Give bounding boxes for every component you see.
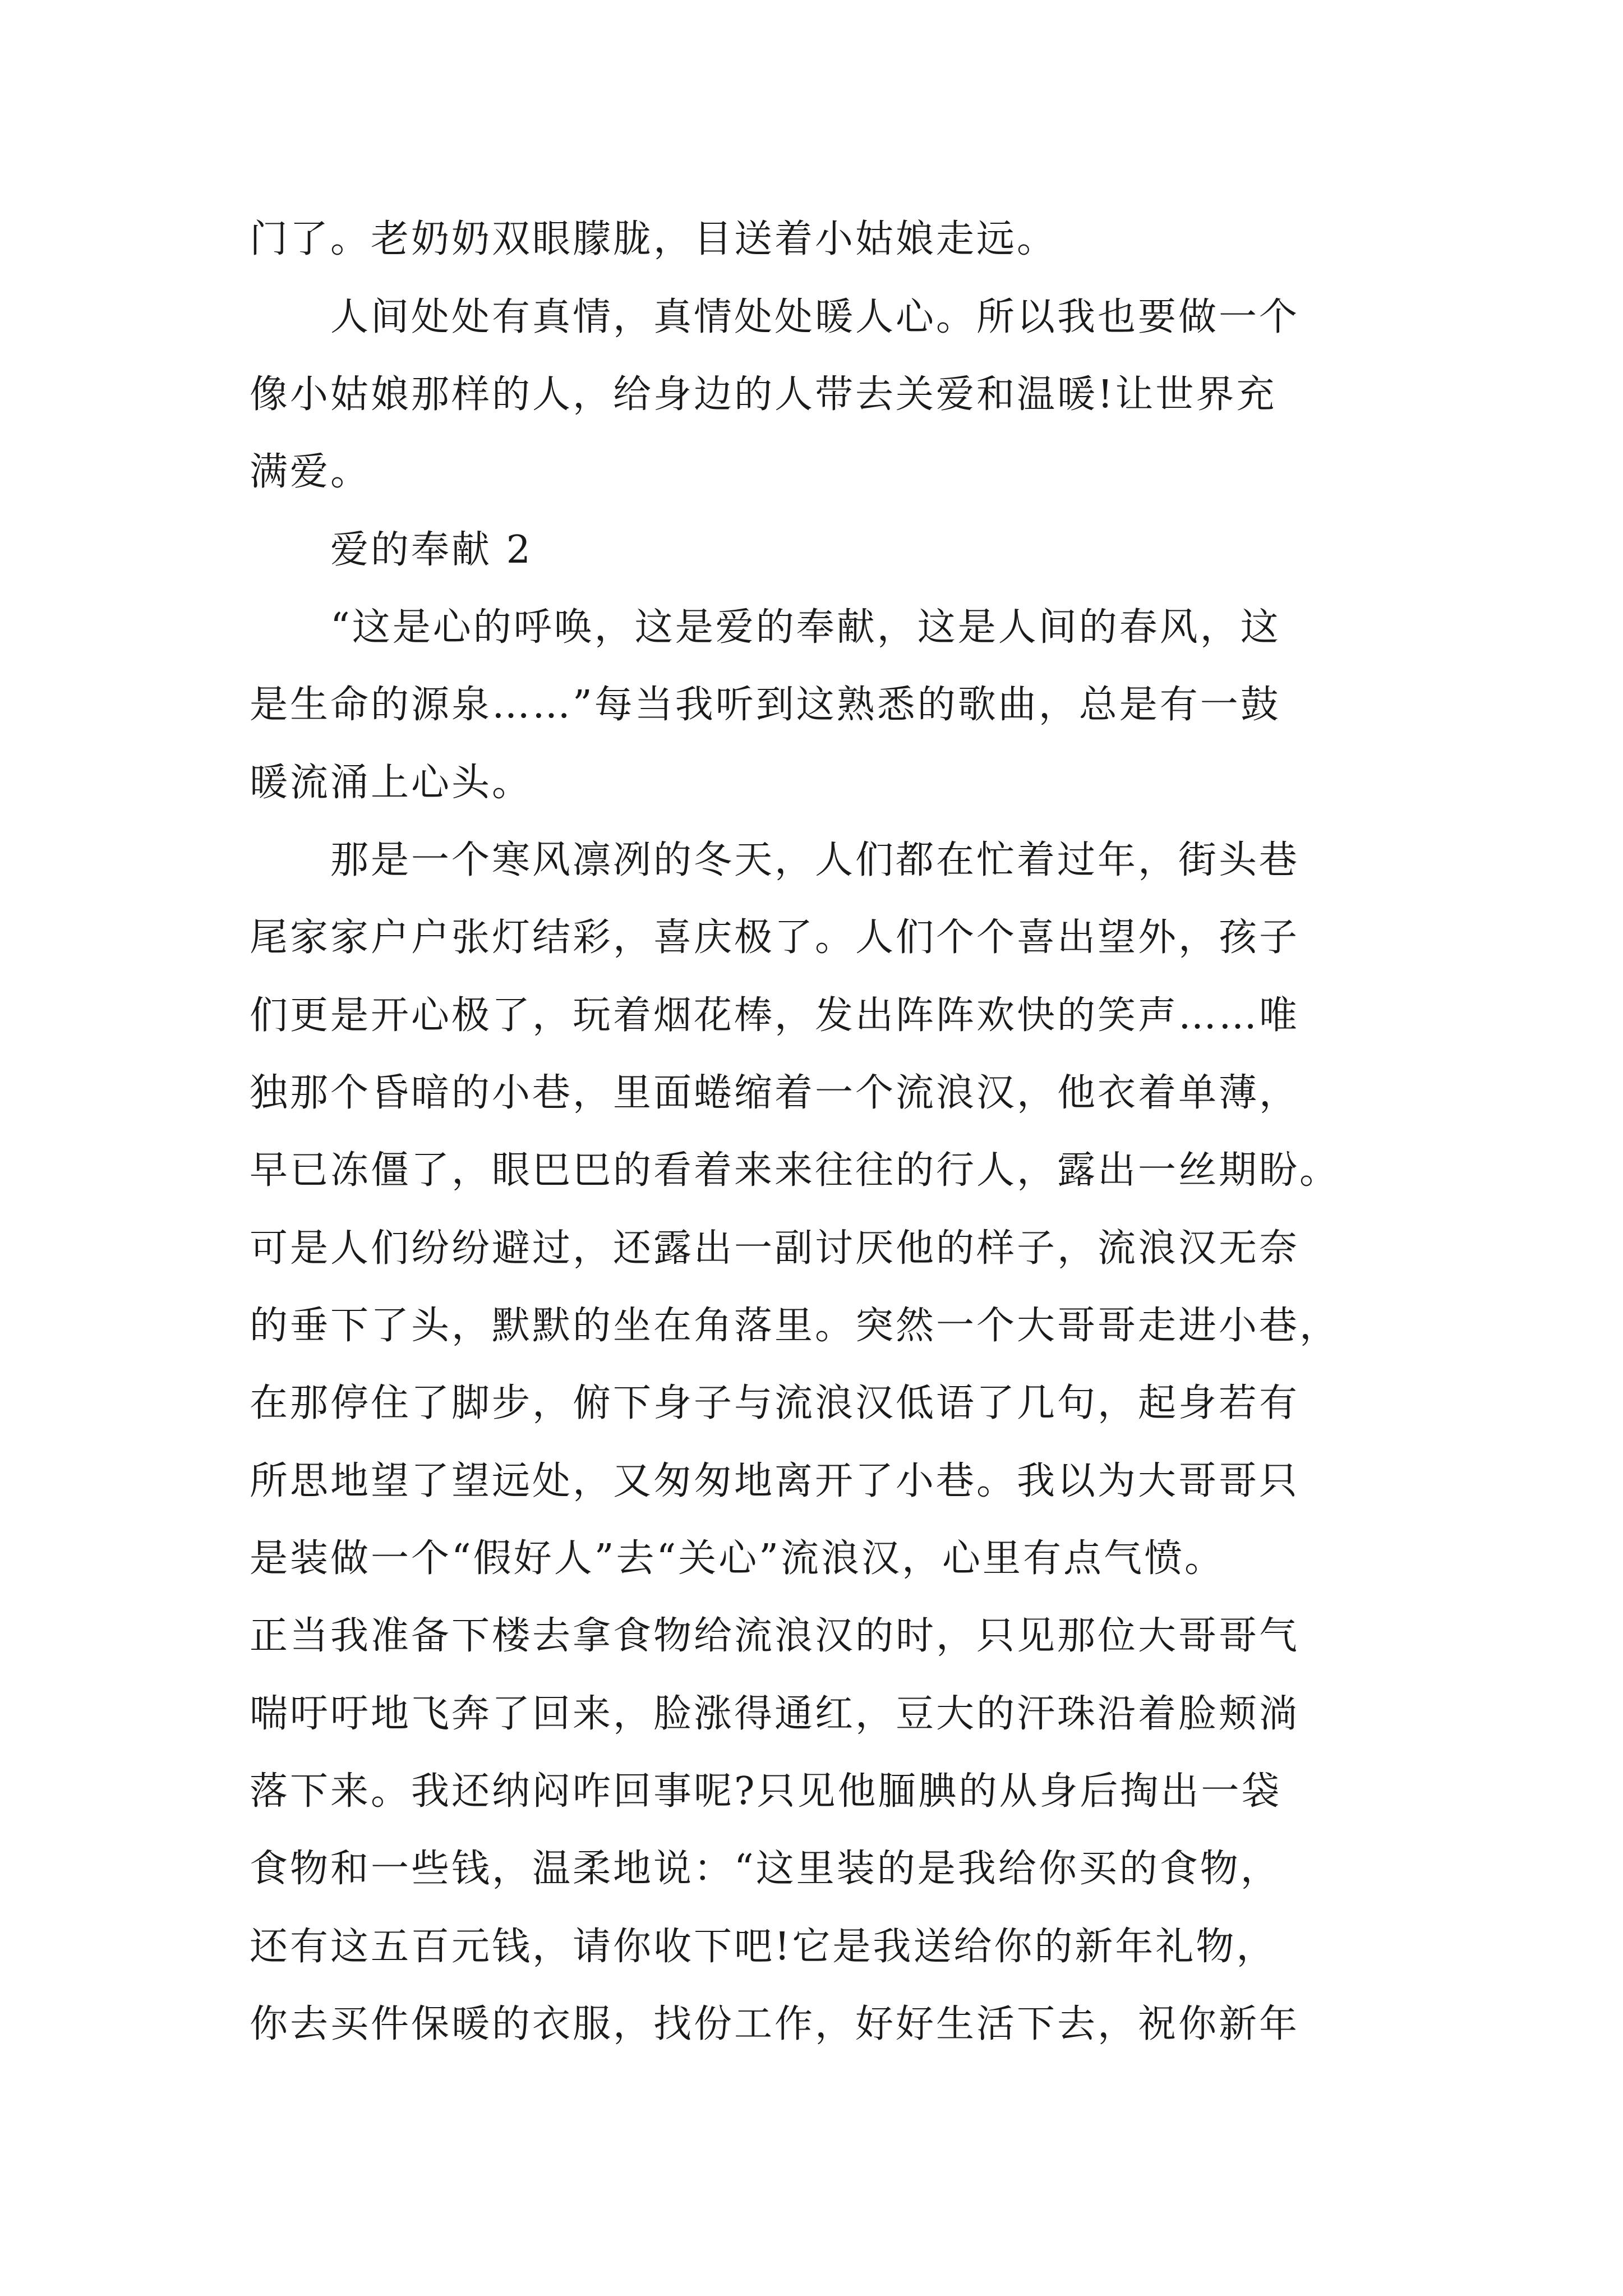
text-line: 还有这五百元钱，请你收下吧!它是我送给你的新年礼物， — [250, 1925, 1277, 1969]
text-line: 是生命的源泉……”每当我听到这熟悉的歌曲，总是有一鼓 — [250, 683, 1281, 727]
text-line: 门了。老奶奶双眼朦胧，目送着小姑娘走远。 — [250, 217, 1058, 261]
text-line: 落下来。我还纳闷咋回事呢?只见他腼腆的从身后掏出一袋 — [250, 1769, 1282, 1814]
text-line: 是装做一个“假好人”去“关心”流浪汉，心里有点气愤。 — [250, 1536, 1225, 1581]
text-line: 的垂下了头，默默的坐在角落里。突然一个大哥哥走进小巷， — [250, 1304, 1340, 1348]
text-line: 独那个昏暗的小巷，里面蜷缩着一个流浪汉，他衣着单薄， — [250, 1071, 1300, 1115]
text-line: 人间处处有真情，真情处处暖人心。所以我也要做一个 — [250, 295, 1300, 339]
text-line: 暖流涌上心头。 — [250, 761, 533, 805]
text-line: “这是心的呼唤，这是爱的奉献，这是人间的春风，这 — [250, 605, 1281, 650]
text-line: 喘吁吁地飞奔了回来，脸涨得通红，豆大的汗珠沿着脸颊淌 — [250, 1692, 1300, 1736]
text-line: 那是一个寒风凛冽的冬天，人们都在忙着过年，街头巷 — [250, 838, 1300, 882]
text-line: 早已冻僵了，眼巴巴的看着来来往往的行人，露出一丝期盼。 — [250, 1148, 1340, 1193]
text-line: 在那停住了脚步，俯下身子与流浪汉低语了几句，起身若有 — [250, 1381, 1300, 1425]
text-line: 你去买件保暖的衣服，找份工作，好好生活下去，祝你新年 — [250, 2002, 1300, 2046]
text-line: 可是人们纷纷避过，还露出一副讨厌他的样子，流浪汉无奈 — [250, 1226, 1300, 1271]
text-line: 正当我准备下楼去拿食物给流浪汉的时，只见那位大哥哥气 — [250, 1614, 1300, 1658]
text-line: 所思地望了望远处，又匆匆地离开了小巷。我以为大哥哥只 — [250, 1459, 1300, 1503]
text-line: 像小姑娘那样的人，给身边的人带去关爱和温暖!让世界充 — [250, 372, 1277, 417]
section-heading: 爱的奉献 2 — [250, 528, 533, 572]
text-line: 食物和一些钱，温柔地说：“这里装的是我给你买的食物， — [250, 1847, 1281, 1891]
text-line: 们更是开心极了，玩着烟花棒，发出阵阵欢快的笑声……唯 — [250, 993, 1300, 1038]
text-line: 尾家家户户张灯结彩，喜庆极了。人们个个喜出望外，孩子 — [250, 915, 1300, 960]
text-line: 满爱。 — [250, 450, 371, 494]
